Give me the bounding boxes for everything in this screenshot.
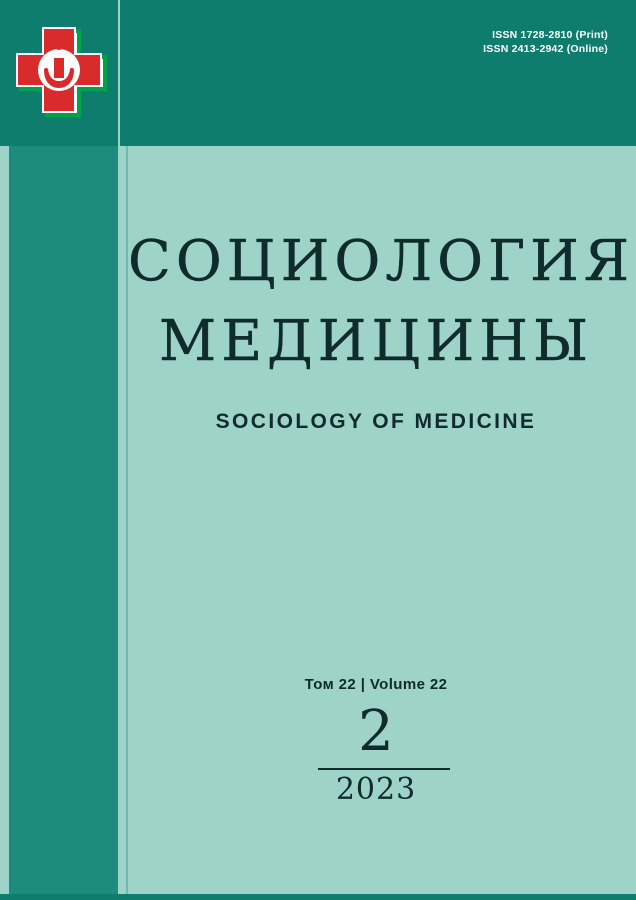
issue-divider-rule <box>318 768 450 770</box>
header-divider-line <box>118 0 120 146</box>
issue-year: 2023 <box>335 772 417 807</box>
page-title-english: SOCIOLOGY OF MEDICINE <box>215 410 537 433</box>
volume-label: Том 22 | Volume 22 <box>304 676 448 693</box>
page-title-russian <box>128 222 635 382</box>
title-line-2: МЕДИЦИНЫ <box>158 309 594 374</box>
issn-print: ISSN 1728-2810 (Print) <box>492 29 608 41</box>
title-line-1: СОЦИОЛОГИЯ <box>128 229 635 294</box>
medical-cross-logo-icon <box>16 26 110 120</box>
left-edge-strip <box>0 146 9 900</box>
issn-online: ISSN 2413-2942 (Online) <box>483 43 608 55</box>
issn-block <box>483 28 608 56</box>
bottom-strip <box>0 894 636 900</box>
left-side-band <box>0 146 118 900</box>
issue-number: 2 <box>358 699 394 764</box>
